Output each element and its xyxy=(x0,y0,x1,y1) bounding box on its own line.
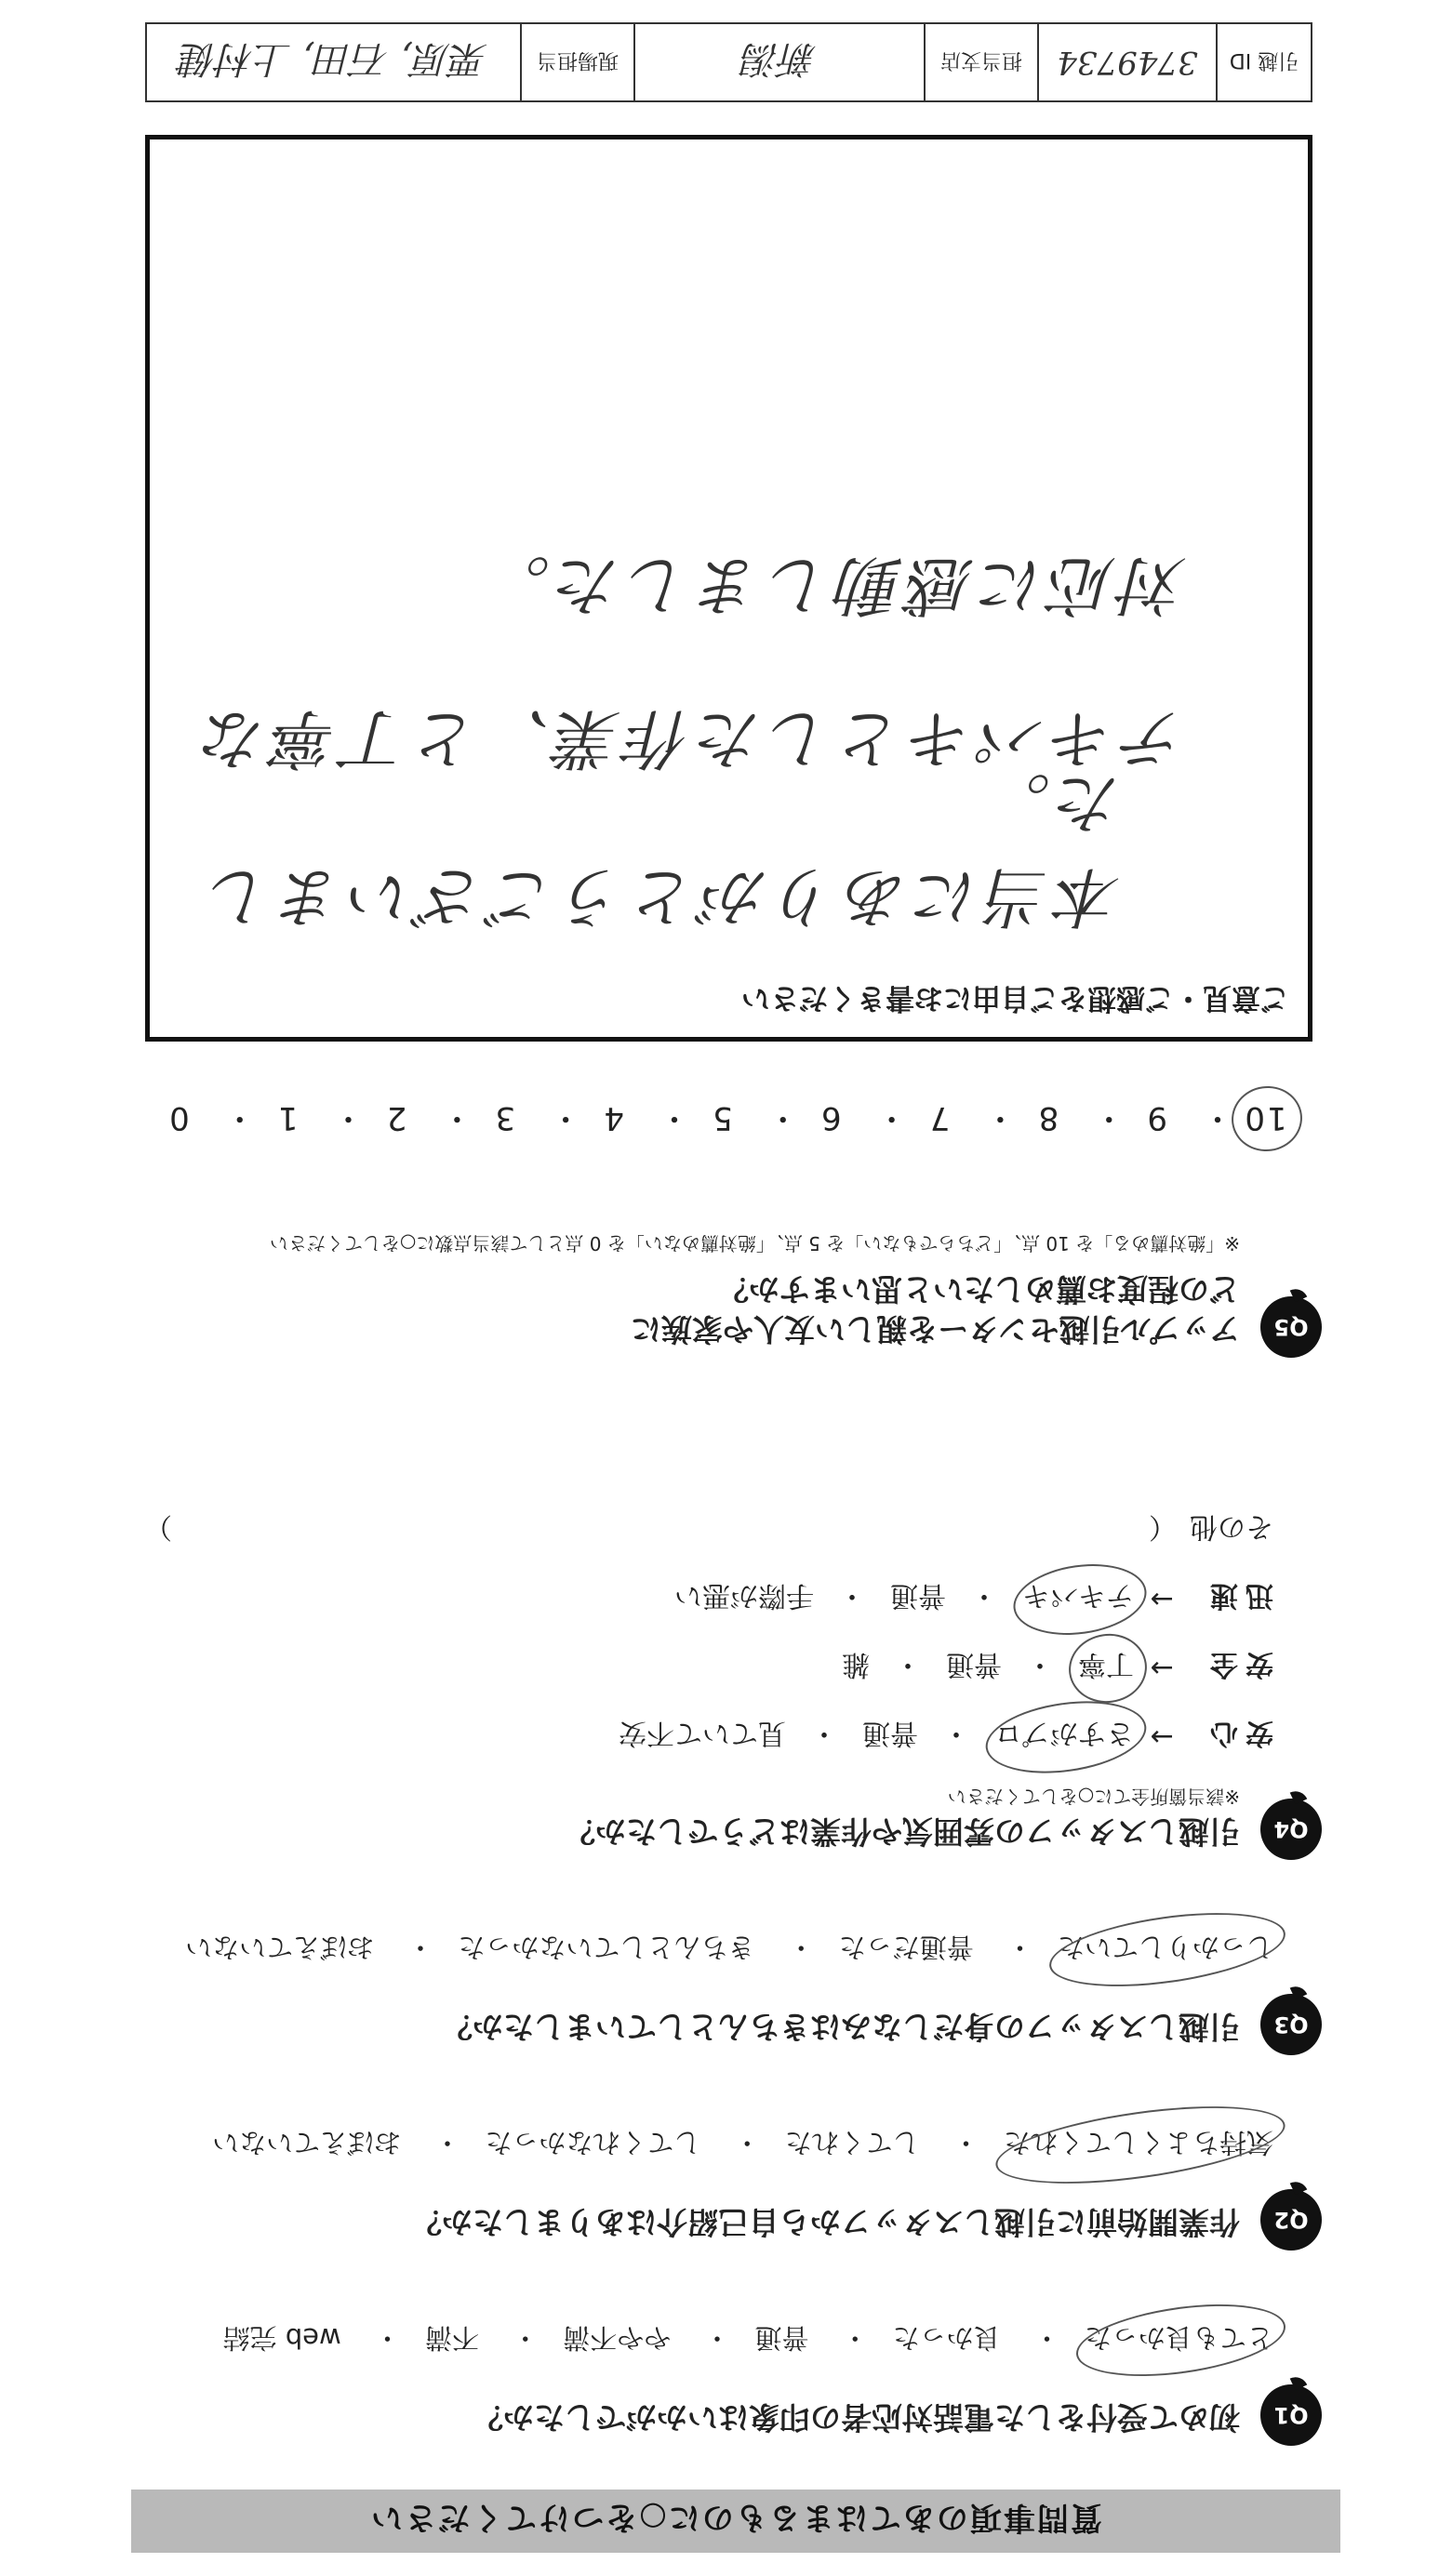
q4-row-other xyxy=(113,1509,1273,1550)
q4-text: 引越しスタッフの雰囲気や作業はどうでしたか？ xyxy=(565,1813,1240,1850)
q3-option-neat[interactable]: しっかりしていた xyxy=(1058,1930,1273,1968)
q5-text-line1: アップル引越センターを親しい友人や家族に xyxy=(630,1311,1240,1348)
q4-jinsoku-clumsy[interactable]: 手際が悪い xyxy=(674,1579,814,1613)
q5-score-0[interactable]: 0 xyxy=(167,1099,190,1136)
q5-score-9[interactable]: 9 xyxy=(1145,1099,1168,1136)
comment-line-1: 本当にありがとうございました。 xyxy=(203,764,1122,935)
footer-id-label: 引越 ID xyxy=(1216,24,1311,100)
footer-table xyxy=(145,22,1312,102)
q4-row-label: 安全 xyxy=(1203,1648,1273,1681)
q4-anzen-polite[interactable]: 丁寧 xyxy=(1078,1647,1134,1688)
q4-anzen-rough[interactable]: 雑 xyxy=(842,1648,870,1681)
q5-text-block xyxy=(270,1231,1240,1358)
q1-option-very-good[interactable]: とても良かった xyxy=(1085,2320,1273,2358)
q1-option-slightly-unsatisfied[interactable]: やや不満 xyxy=(563,2322,672,2354)
q5-score-4[interactable]: 4 xyxy=(602,1099,624,1136)
q3-text: 引越しスタッフの身だしなみはきちんとしていましたか？ xyxy=(442,2009,1240,2045)
q4-anshin-pro[interactable]: さすがプロ xyxy=(994,1716,1134,1757)
q2-option-did-not[interactable]: してくれなかった xyxy=(485,2127,701,2158)
q4-other-label: その他 xyxy=(1190,1510,1273,1544)
q4-text-block xyxy=(565,1785,1240,1860)
comment-title: ご意見・ご感想をご自由にお書きください xyxy=(741,981,1289,1015)
q4-row-label: 安心 xyxy=(1203,1717,1273,1750)
q5-score-6[interactable]: 6 xyxy=(819,1099,842,1136)
q3-option-dont-remember[interactable]: おぼえていない xyxy=(185,1932,375,1963)
q2-options: 気持ちよくしてくれた・ してくれた・ してくれなかった・ おぼえていない xyxy=(113,2125,1273,2163)
q4-row-jinsoku: 迅速 → テキパキ ・ 普通 ・ 手際が悪い xyxy=(113,1578,1273,1619)
q3-options: しっかりしていた・ 普通だった・ きちんとしていなかった・ おぼえていない xyxy=(113,1930,1273,1968)
q4-jinsoku-normal[interactable]: 普通 xyxy=(890,1579,946,1613)
q1-option-web[interactable]: web 完結 xyxy=(222,2322,341,2354)
q5-note: ※「絶対薦める」を 10 点、「どちらでもない」を 5 点、「絶対薦めない」を 0 点として該当点数に○をしてください xyxy=(269,1232,1240,1255)
q1-text: 初めて受付をした電話対応者の印象はいかがでしたか？ xyxy=(473,2399,1240,2436)
q5-score-10[interactable]: 10 xyxy=(1241,1099,1289,1136)
q4-other-open: （ xyxy=(1149,1510,1177,1544)
footer-branch-value: 新潟 xyxy=(633,24,924,100)
q5-score-8[interactable]: 8 xyxy=(1036,1099,1059,1136)
q2-option-did[interactable]: してくれた xyxy=(784,2127,920,2158)
q2-text: 作業開始前に引越しスタッフから自己紹介はありましたか？ xyxy=(411,2204,1240,2240)
q5-scale: 10・ 9・ 8・ 7・ 6・ 5・ 4・ 3・ 2・ 1・ 0 xyxy=(154,1098,1289,1144)
q5-score-2[interactable]: 2 xyxy=(384,1099,407,1136)
footer-leader-value: 栗原, 石田, 上村健 xyxy=(180,37,487,81)
q4-other-close: ） xyxy=(144,1510,172,1544)
q4-row-label: 迅速 xyxy=(1203,1579,1273,1613)
comment-line-2: テキパキとした作業、と丁寧な xyxy=(197,700,1187,777)
q5-score-3[interactable]: 3 xyxy=(493,1099,516,1136)
q3-option-not-neat[interactable]: きちんとしていなかった xyxy=(458,1932,755,1963)
comment-line-3: 対応に感動しました。 xyxy=(480,547,1187,623)
footer-leader-label: 現場担当 xyxy=(520,24,633,100)
q5-score-1[interactable]: 1 xyxy=(275,1099,299,1136)
q4-row-anzen: 安全 → 丁寧 ・ 普通 ・ 雑 xyxy=(113,1647,1273,1688)
question-5 xyxy=(113,1231,1322,1358)
arrow-right-icon: → xyxy=(1150,1720,1174,1753)
q1-option-unsatisfied[interactable]: 不満 xyxy=(424,2322,479,2354)
instructions-text: 質問事項のあてはまるものに○をつけてください xyxy=(369,2499,1102,2537)
q1-badge: Q1 xyxy=(1260,2384,1322,2446)
q1-options: とても良かった・ 良かった・ 普通・ やや不満・ 不満・ web 完結 xyxy=(113,2320,1273,2358)
q1-option-normal[interactable]: 普通 xyxy=(754,2322,809,2354)
q4-badge: Q4 xyxy=(1260,1799,1322,1860)
arrow-right-icon: → xyxy=(1150,1651,1174,1684)
q5-score-7[interactable]: 7 xyxy=(927,1099,951,1136)
footer-id-value: 3749734 xyxy=(1037,24,1216,100)
q2-badge: Q2 xyxy=(1260,2189,1322,2251)
q2-option-pleasant[interactable]: 気持ちよくしてくれた xyxy=(1004,2125,1273,2163)
question-3 xyxy=(113,1930,1322,2055)
comment-box[interactable] xyxy=(145,135,1312,1042)
q5-score-5[interactable]: 5 xyxy=(711,1099,733,1136)
q5-badge: Q5 xyxy=(1260,1296,1322,1358)
q1-option-good[interactable]: 良かった xyxy=(892,2322,1001,2354)
q4-jinsoku-quick[interactable]: テキパキ xyxy=(1022,1578,1134,1619)
q2-option-dont-remember[interactable]: おぼえていない xyxy=(212,2127,402,2158)
instructions-bar xyxy=(131,2490,1340,2553)
footer-branch-label: 担当支店 xyxy=(924,24,1037,100)
q4-note: ※該当箇所全てに○をしてください xyxy=(947,1786,1240,1809)
q4-anshin-uneasy[interactable]: 見ていて不安 xyxy=(619,1717,786,1750)
arrow-right-icon: → xyxy=(1150,1582,1174,1615)
q3-badge: Q3 xyxy=(1260,1994,1322,2055)
q5-text-line2: どの程度お薦めしたいと思いますか？ xyxy=(718,1271,1240,1308)
question-4 xyxy=(113,1509,1322,1860)
q4-anshin-normal[interactable]: 普通 xyxy=(862,1717,918,1750)
q4-row-anshin: 安心 → さすがプロ ・ 普通 ・ 見ていて不安 xyxy=(113,1716,1273,1757)
q3-option-normal[interactable]: 普通だった xyxy=(838,1932,974,1963)
question-1 xyxy=(113,2320,1322,2446)
q4-anzen-normal[interactable]: 普通 xyxy=(946,1648,1002,1681)
question-2 xyxy=(113,2125,1322,2251)
